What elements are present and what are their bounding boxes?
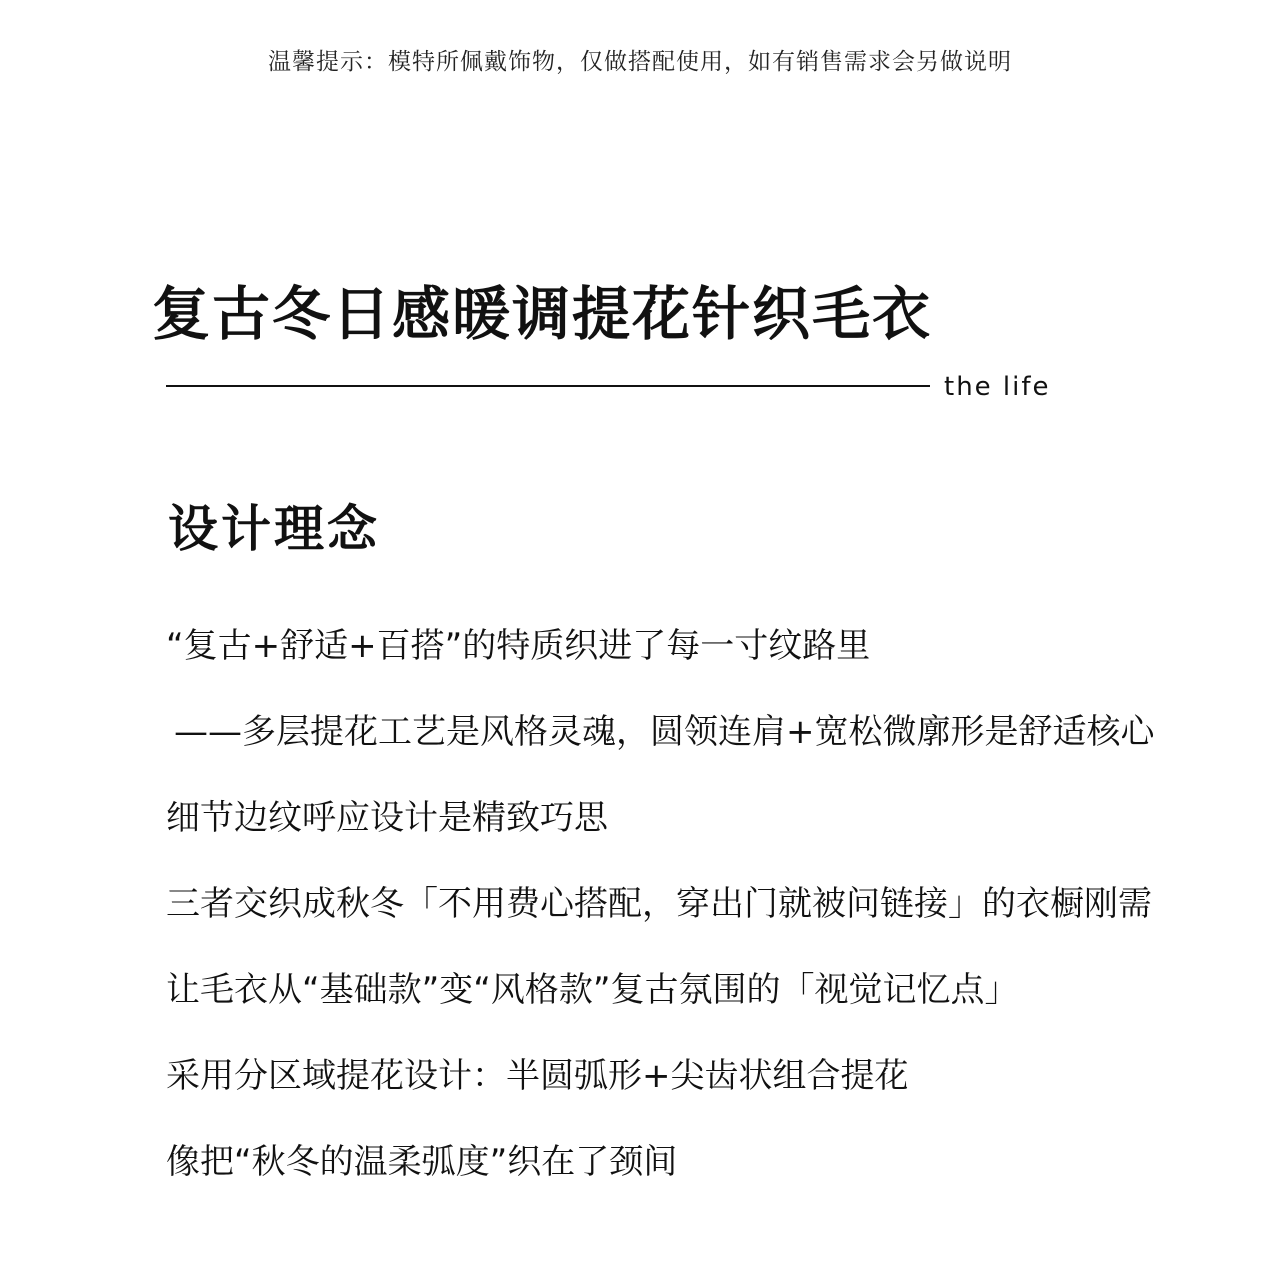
tagline: the life (944, 372, 1051, 402)
product-title: 复古冬日感暖调提花针织毛衣 (152, 280, 933, 348)
design-concept-line: “复古+舒适+百搭”的特质织进了每一寸纹路里 (166, 626, 871, 666)
section-heading: 设计理念 (168, 500, 380, 558)
notice-text: 温馨提示：模特所佩戴饰物，仅做搭配使用，如有销售需求会另做说明 (268, 49, 1012, 75)
design-concept-line: 像把“秋冬的温柔弧度”织在了颈间 (166, 1142, 678, 1182)
design-concept-line: ——多层提花工艺是风格灵魂，圆领连肩+宽松微廓形是舒适核心 (174, 712, 1155, 752)
design-concept-line: 三者交织成秋冬「不用费心搭配，穿出门就被问链接」的衣橱刚需 (166, 884, 1152, 924)
title-divider (166, 385, 930, 387)
design-concept-line: 让毛衣从“基础款”变“风格款”复古氛围的「视觉记忆点」 (166, 970, 1019, 1010)
design-concept-line: 采用分区域提花设计：半圆弧形+尖齿状组合提花 (166, 1056, 909, 1096)
design-concept-list (166, 618, 1155, 1220)
design-concept-line: 细节边纹呼应设计是精致巧思 (166, 798, 608, 838)
